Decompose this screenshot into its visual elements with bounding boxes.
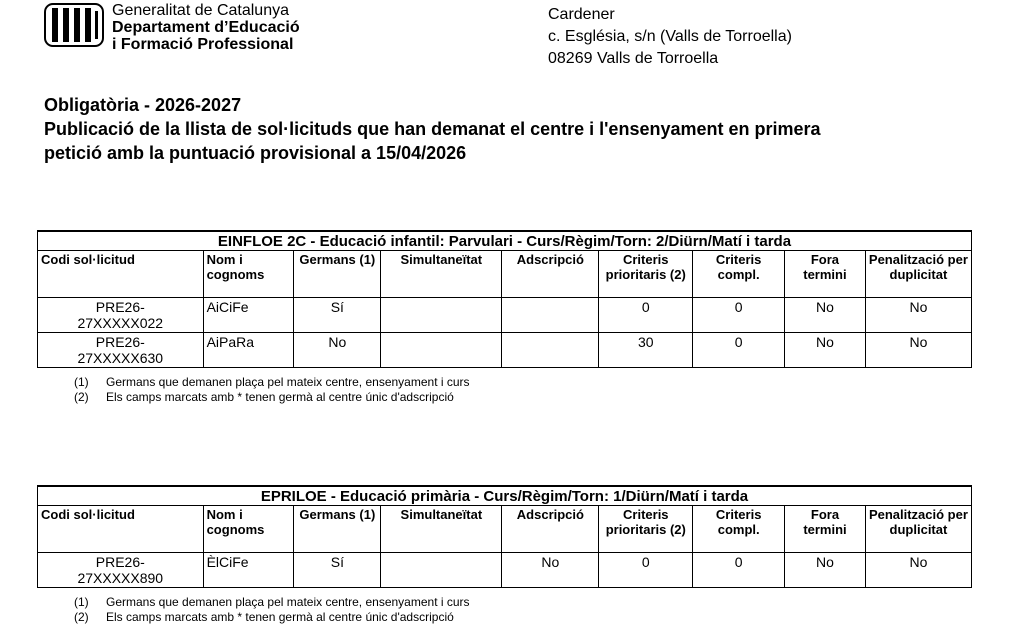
footnote-number: (1) — [74, 375, 89, 389]
cell-adscripcio — [502, 333, 599, 368]
code-part-2: 27XXXXX022 — [77, 315, 164, 331]
footnote-text: Germans que demanen plaça pel mateix centre, ensenyament i curs — [106, 375, 470, 389]
col-fora: Fora termini — [785, 506, 866, 553]
section-heading: EINFLOE 2C - Educació infantil: Parvulari - Curs/Règim/Torn: 2/Diürn/Matí i tarda — [38, 231, 972, 251]
cell-penalitzacio: No — [865, 333, 971, 368]
cell-code — [38, 298, 204, 333]
col-codi: Codi sol·licitud — [38, 251, 204, 298]
cell-fora: No — [785, 553, 866, 588]
cell-code — [38, 553, 204, 588]
school-city: 08269 Valls de Torroella — [548, 50, 719, 67]
col-penalitzacio: Penalització per duplicitat — [865, 251, 971, 298]
footnote — [74, 595, 470, 610]
footnote — [74, 375, 470, 390]
cell-name: ÈlCiFe — [203, 553, 294, 588]
cell-prioritaris: 0 — [599, 553, 693, 588]
code-part-1: PRE26- — [95, 334, 145, 350]
footnote-number: (1) — [74, 595, 89, 609]
col-nom: Nom i cognoms — [203, 251, 294, 298]
catalonia-flag-icon — [44, 3, 104, 47]
footnote — [74, 390, 470, 405]
title-line-3: petició amb la puntuació provisional a 15/04/2026 — [44, 143, 467, 163]
col-codi: Codi sol·licitud — [38, 506, 204, 553]
school-name: Cardener — [548, 6, 615, 23]
school-street: c. Església, s/n (Valls de Torroella) — [548, 28, 792, 45]
col-simultaneitat: Simultaneïtat — [381, 506, 502, 553]
col-compl: Criteris compl. — [693, 506, 785, 553]
col-prioritaris: Criteris prioritaris (2) — [599, 506, 693, 553]
code-part-1: PRE26- — [95, 299, 145, 315]
org-line-3: i Formació Professional — [112, 36, 294, 53]
cell-simultaneitat — [381, 553, 502, 588]
title-line-2: Publicació de la llista de sol·licituds que han demanat el centre i l'ensenyament en primera — [44, 119, 821, 139]
school-address — [548, 4, 792, 70]
code-part-2: 27XXXXX630 — [77, 350, 164, 366]
cell-germans: Sí — [294, 553, 381, 588]
section-table-einfloe — [37, 230, 972, 368]
cell-compl: 0 — [693, 298, 785, 333]
org-line-2: Departament d’Educació — [112, 19, 300, 36]
cell-compl: 0 — [693, 333, 785, 368]
cell-simultaneitat — [381, 333, 502, 368]
footnotes — [74, 595, 470, 625]
cell-adscripcio — [502, 298, 599, 333]
cell-penalitzacio: No — [865, 298, 971, 333]
section-heading: EPRILOE - Educació primària - Curs/Règim/Torn: 1/Diürn/Matí i tarda — [38, 486, 972, 506]
col-nom: Nom i cognoms — [203, 506, 294, 553]
cell-name: AiPaRa — [203, 333, 294, 368]
cell-germans: No — [294, 333, 381, 368]
cell-germans: Sí — [294, 298, 381, 333]
footnote-text: Els camps marcats amb * tenen germà al centre únic d'adscripció — [106, 390, 454, 404]
footnote-number: (2) — [74, 610, 89, 624]
cell-penalitzacio: No — [865, 553, 971, 588]
footnote-text: Germans que demanen plaça pel mateix centre, ensenyament i curs — [106, 595, 470, 609]
document-title — [44, 93, 1004, 165]
footnotes — [74, 375, 470, 405]
cell-simultaneitat — [381, 298, 502, 333]
cell-prioritaris: 30 — [599, 333, 693, 368]
footnote — [74, 610, 470, 625]
table-row — [38, 333, 972, 368]
column-headers — [38, 251, 972, 298]
col-germans: Germans (1) — [294, 506, 381, 553]
title-line-1: Obligatòria - 2026-2027 — [44, 95, 242, 115]
col-prioritaris: Criteris prioritaris (2) — [599, 251, 693, 298]
code-part-2: 27XXXXX890 — [77, 570, 164, 586]
col-compl: Criteris compl. — [693, 251, 785, 298]
cell-fora: No — [785, 298, 866, 333]
cell-name: AiCiFe — [203, 298, 294, 333]
table-row — [38, 298, 972, 333]
organization-name — [112, 2, 300, 53]
cell-prioritaris: 0 — [599, 298, 693, 333]
table-row — [38, 553, 972, 588]
section-table-epriloe — [37, 485, 972, 588]
cell-fora: No — [785, 333, 866, 368]
footnote-number: (2) — [74, 390, 89, 404]
col-fora: Fora termini — [785, 251, 866, 298]
column-headers — [38, 506, 972, 553]
col-adscripcio: Adscripció — [502, 251, 599, 298]
cell-code — [38, 333, 204, 368]
code-part-1: PRE26- — [95, 554, 145, 570]
org-line-1: Generalitat de Catalunya — [112, 2, 289, 19]
col-adscripcio: Adscripció — [502, 506, 599, 553]
cell-adscripcio: No — [502, 553, 599, 588]
col-simultaneitat: Simultaneïtat — [381, 251, 502, 298]
footnote-text: Els camps marcats amb * tenen germà al centre únic d'adscripció — [106, 610, 454, 624]
col-germans: Germans (1) — [294, 251, 381, 298]
cell-compl: 0 — [693, 553, 785, 588]
col-penalitzacio: Penalització per duplicitat — [865, 506, 971, 553]
